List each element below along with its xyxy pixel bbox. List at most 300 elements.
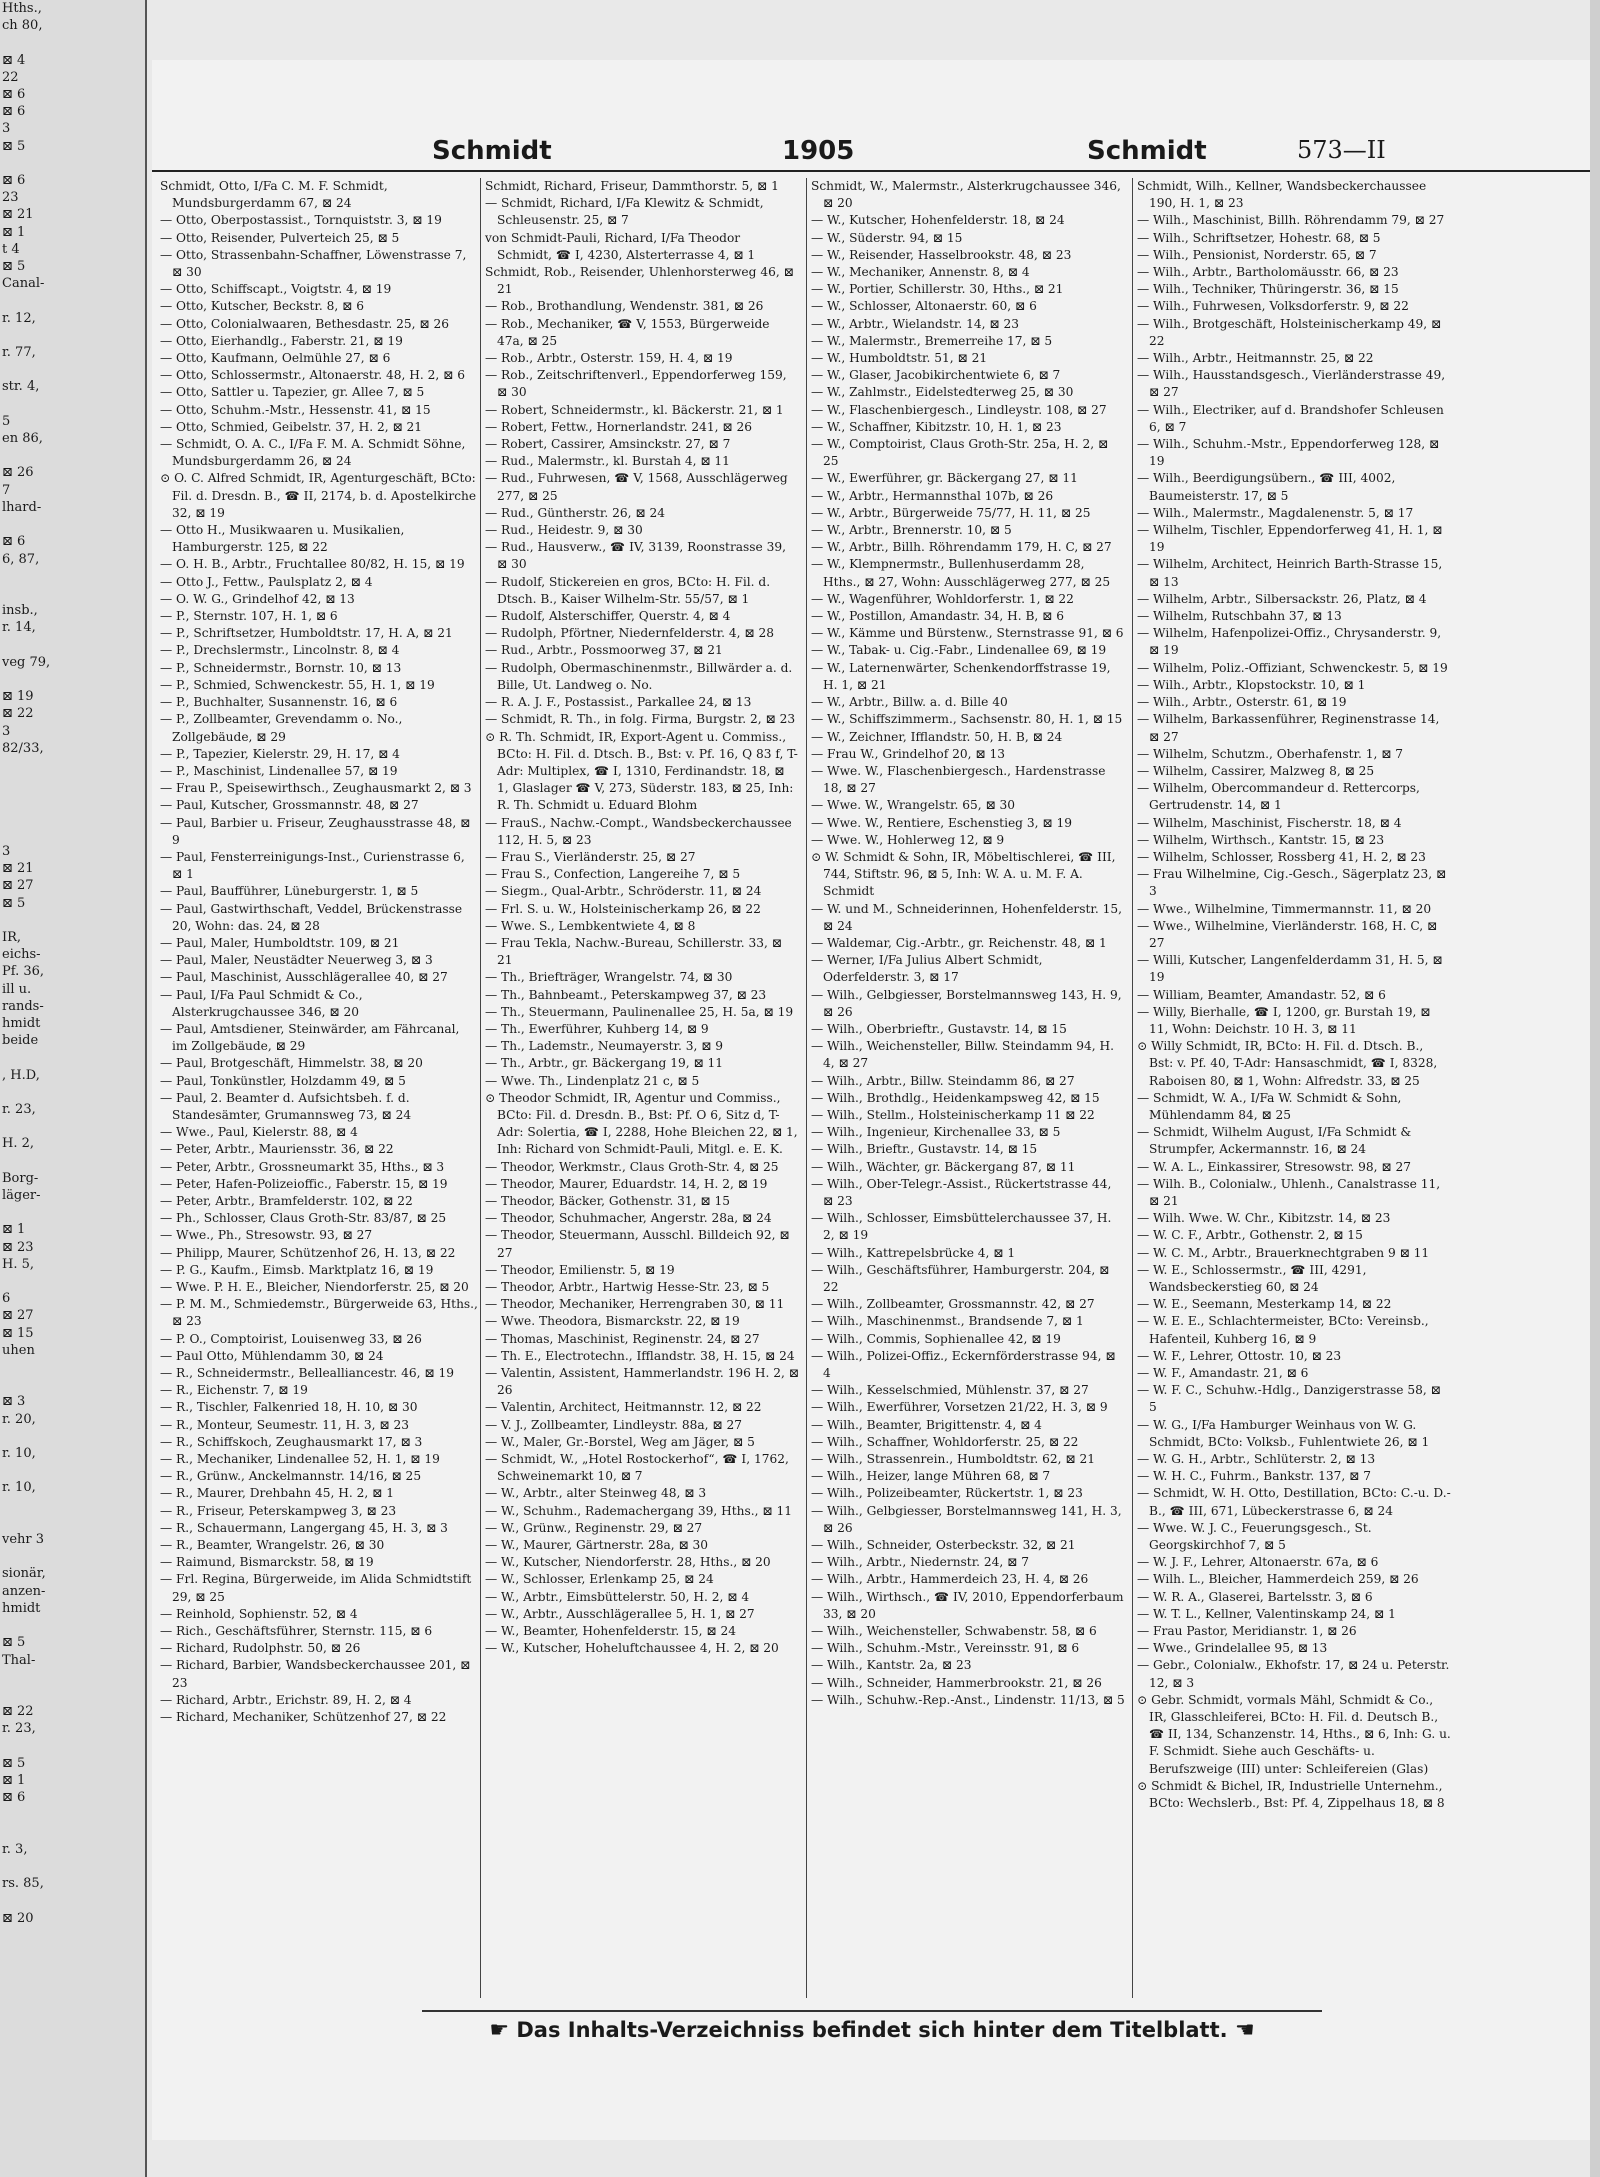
directory-entry: ⊙ Willy Schmidt, IR, BCto: H. Fil. d. Dtsch. B., Bst: v. Pf. 40, T-Adr: Hansaschmidt, ☎ I, 8328, Raboisen 80, ⊠ 1, Wohn: Alfredstr. 33, ⊠ 25 [1137,1039,1438,1088]
directory-entry: — W., Reisender, Hasselbrookstr. 48, ⊠ 23 [811,247,1072,262]
directory-entry: — O. W. G., Grindelhof 42, ⊠ 13 [160,591,355,606]
directory-entry: — Wilh., Electriker, auf d. Brandshofer Schleusen 6, ⊠ 7 [1137,402,1444,434]
margin-fragment: 5 [2,413,11,429]
directory-entry: — W., Beamter, Hohenfelderstr. 15, ⊠ 24 [485,1624,736,1639]
directory-entry: — Wilh., Pensionist, Norderstr. 65, ⊠ 7 [1137,247,1377,262]
directory-entry: — W. A. L., Einkassirer, Stresowstr. 98, ⊠ 27 [1137,1159,1411,1174]
directory-entry: — R., Monteur, Seumestr. 11, H. 3, ⊠ 23 [160,1417,410,1432]
directory-entry: — Wwe., Grindelallee 95, ⊠ 13 [1137,1641,1328,1656]
margin-fragment [0,1548,145,1565]
directory-entry: — Wilhelm, Hafenpolizei-Offiz., Chrysanderstr. 9, ⊠ 19 [1137,626,1442,658]
directory-entry: — Th., Briefträger, Wrangelstr. 74, ⊠ 30 [485,970,733,985]
directory-entry: — Wilh. L., Bleicher, Hammerdeich 259, ⊠ 26 [1137,1572,1419,1587]
directory-entry: — Paul, Maler, Neustädter Neuerweg 3, ⊠ 3 [160,953,433,968]
directory-entry: — Wwe. W., Hohlerweg 12, ⊠ 9 [811,832,1005,847]
directory-entry: — Richard, Barbier, Wandsbeckerchaussee 201, ⊠ 23 [160,1658,471,1690]
directory-entry: — W., Zahlmstr., Eidelstedterweg 25, ⊠ 30 [811,385,1074,400]
pointing-hand-left-icon: ☛ [489,2018,510,2043]
directory-entry: — W., Arbtr., Billh. Röhrendamm 179, H. C, ⊠ 27 [811,540,1112,555]
margin-fragment: ch 80, [2,18,43,34]
margin-fragment: eichs- [2,947,41,963]
directory-entry: — Theodor, Werkmstr., Claus Groth-Str. 4, ⊠ 25 [485,1159,779,1174]
margin-fragment: ⊠ 1 [2,224,26,240]
directory-entry: — Wilhelm, Poliz.-Offiziant, Schwenckestr. 5, ⊠ 19 [1137,660,1448,675]
directory-entry: — Rud., Hausverw., ☎ IV, 3139, Roonstrasse 39, ⊠ 30 [485,540,787,572]
directory-entry: — Wilh., Geschäftsführer, Hamburgerstr. 204, ⊠ 22 [811,1262,1110,1294]
directory-entry: — W., Arbtr., alter Steinweg 48, ⊠ 3 [485,1486,707,1501]
directory-entry: — Ph., Schlosser, Claus Groth-Str. 83/87, ⊠ 25 [160,1211,447,1226]
margin-fragment: vehr 3 [2,1532,45,1548]
directory-entry: — Richard, Arbtr., Erichstr. 89, H. 2, ⊠ 4 [160,1692,412,1707]
directory-entry: — Wilh., Schuhm.-Mstr., Eppendorferweg 128, ⊠ 19 [1137,437,1440,469]
margin-fragment [0,774,145,791]
directory-entry: — P., Sternstr. 107, H. 1, ⊠ 6 [160,609,338,624]
directory-entry: — R., Friseur, Peterskampweg 3, ⊠ 23 [160,1503,397,1518]
margin-fragment [0,585,145,602]
margin-fragment: ⊠ 6 [2,1790,26,1806]
margin-fragment: veg 79, [2,654,51,670]
directory-entry: — Paul, I/Fa Paul Schmidt & Co., Alsterkrugchaussee 346, ⊠ 20 [160,987,363,1019]
directory-entry: — Wilh., Malermstr., Magdalenenstr. 5, ⊠ 17 [1137,505,1414,520]
directory-entry: ⊙ R. Th. Schmidt, IR, Export-Agent u. Commiss., BCto: H. Fil. d. Dtsch. B., Bst: v. Pf. 16, Q 83 f, T-Adr: Multiplex, ☎ I, 1310, Ferdinandstr. 18, ⊠ 1, Glaslager ☎ V, 273, Süderstr. 183, ⊠ 25, Inh: R. Th. Schmidt u. Eduard Blohm [485,729,798,813]
directory-entry: — Rich., Geschäftsführer, Sternstr. 115, ⊠ 6 [160,1624,433,1639]
directory-entry: — Schmidt, O. A. C., I/Fa F. M. A. Schmidt Söhne, Mundsburgerdamm 26, ⊠ 24 [160,437,466,469]
margin-fragment: hmidt [2,1015,41,1031]
directory-entry: — W., Kutscher, Hoheluftchaussee 4, H. 2, ⊠ 20 [485,1641,779,1656]
directory-entry: — Schmidt, W., „Hotel Rostockerhof“, ☎ I, 1762, Schweinemarkt 10, ⊠ 7 [485,1452,789,1484]
directory-entry: — Wilhelm, Schutzm., Oberhafenstr. 1, ⊠ 7 [1137,746,1404,761]
directory-entry: — Rud., Malermstr., kl. Burstah 4, ⊠ 11 [485,454,730,469]
directory-entry: — Wilh., Heizer, lange Mühren 68, ⊠ 7 [811,1469,1051,1484]
directory-entry: — Wilh. Wwe. W. Chr., Kibitzstr. 14, ⊠ 23 [1137,1211,1391,1226]
directory-entry: — Otto, Reisender, Pulverteich 25, ⊠ 5 [160,230,400,245]
directory-entry: — Frl. Regina, Bürgerweide, im Alida Schmidtstift 29, ⊠ 25 [160,1572,472,1604]
margin-fragment [0,1428,145,1445]
margin-fragment [0,809,145,826]
previous-page-margin [0,0,147,2177]
directory-page [152,60,1592,2140]
directory-entry: — Peter, Arbtr., Grossneumarkt 35, Hths., ⊠ 3 [160,1159,445,1174]
margin-fragment [0,1824,145,1841]
margin-fragment: sionär, [2,1566,46,1582]
directory-entry: — Frau Tekla, Nachw.-Bureau, Schillerstr. 33, ⊠ 21 [485,935,782,968]
margin-fragment: ⊠ 6 [2,534,26,550]
directory-entry: — Theodor, Emilienstr. 5, ⊠ 19 [485,1262,675,1277]
directory-entry: — Paul, Fensterreinigungs-Inst., Curienstrasse 6, ⊠ 1 [160,849,465,882]
directory-entry: — W., Kämme und Bürstenw., Sternstrasse 91, ⊠ 6 [811,626,1124,641]
directory-entry: — W. H. C., Fuhrm., Bankstr. 137, ⊠ 7 [1137,1469,1371,1484]
directory-entry: — P. M. M., Schmiedemstr., Bürgerweide 63, Hths., ⊠ 23 [160,1297,478,1329]
directory-entry: — Wwe. W., Flaschenbiergesch., Hardenstrasse 18, ⊠ 27 [811,763,1106,796]
directory-entry: — Otto, Schiffscapt., Voigtstr. 4, ⊠ 19 [160,282,392,297]
margin-fragment [0,757,145,774]
page-number: 573—II [1297,136,1386,164]
directory-entry: — P., Tapezier, Kielerstr. 29, H. 17, ⊠ 4 [160,746,400,761]
directory-entry: — Wwe. Theodora, Bismarckstr. 22, ⊠ 19 [485,1314,740,1329]
margin-fragment [0,1806,145,1823]
margin-fragment [0,1738,145,1755]
directory-entry: — W., Maurer, Gärtnerstr. 28a, ⊠ 30 [485,1538,709,1553]
directory-entry: — Wilh., Polizeibeamter, Rückertstr. 1, ⊠ 23 [811,1486,1083,1501]
column-3 [806,178,1125,1998]
directory-entry: — Wwe. S., Lembkentwiete 4, ⊠ 8 [485,918,696,933]
directory-entry: — Wilh., Weichensteller, Schwabenstr. 58, ⊠ 6 [811,1624,1097,1639]
directory-entry: — Wilh., Arbtr., Niedernstr. 24, ⊠ 7 [811,1555,1030,1570]
directory-entry: — P., Drechslermstr., Lincolnstr. 8, ⊠ 4 [160,643,400,658]
directory-entry: — Wilhelm, Barkassenführer, Reginenstrasse 14, ⊠ 27 [1137,712,1440,744]
directory-entry: — Th., Steuermann, Paulinenallee 25, H. 5a, ⊠ 19 [485,1004,794,1019]
margin-fragment [0,1376,145,1393]
directory-entry: — Peter, Hafen-Polizeioffic., Faberstr. 15, ⊠ 19 [160,1176,448,1191]
directory-entry: — Wilhelm, Obercommandeur d. Rettercorps, Gertrudenstr. 14, ⊠ 1 [1137,781,1420,813]
margin-fragment [0,1273,145,1290]
directory-entry: — Wilh., Maschinist, Billh. Röhrendamm 79, ⊠ 27 [1137,213,1445,228]
page-header [152,130,1592,172]
directory-entry: — W. J. F., Lehrer, Altonaerstr. 67a, ⊠ 6 [1137,1555,1379,1570]
margin-fragment [0,1084,145,1101]
directory-entry: — Rud., Fuhrwesen, ☎ V, 1568, Ausschlägerweg 277, ⊠ 25 [485,471,788,503]
directory-entry: — W., Malermstr., Bremerreihe 17, ⊠ 5 [811,333,1053,348]
margin-fragment: ⊠ 27 [2,1308,34,1324]
directory-entry: — Wwe., Wilhelmine, Timmermannstr. 11, ⊠ 20 [1137,901,1432,916]
directory-entry: — W. C. M., Arbtr., Brauerknechtgraben 9 ⊠ 11 [1137,1245,1430,1260]
margin-fragment: ⊠ 5 [2,259,26,275]
directory-entry: — W., Arbtr., Bürgerweide 75/77, H. 11, ⊠ 25 [811,505,1091,520]
directory-entry: — Rob., Arbtr., Osterstr. 159, H. 4, ⊠ 19 [485,351,733,366]
margin-fragment: uhen [2,1342,35,1358]
directory-entry: von Schmidt-Pauli, Richard, I/Fa Theodor Schmidt, ☎ I, 4230, Alsterterrasse 4, ⊠ 1 [485,230,756,262]
directory-entry: — Werner, I/Fa Julius Albert Schmidt, Oderfelderstr. 3, ⊠ 17 [811,953,1043,985]
directory-entry: — W., Klempnermstr., Bullenhuserdamm 28, Hths., ⊠ 27, Wohn: Ausschlägerweg 277, ⊠ 25 [811,557,1111,589]
directory-entry: — P., Maschinist, Lindenallee 57, ⊠ 19 [160,763,398,778]
directory-entry: — Peter, Arbtr., Mauriensstr. 36, ⊠ 22 [160,1142,394,1157]
directory-entry: — Rob., Brothandlung, Wendenstr. 381, ⊠ 26 [485,299,764,314]
directory-entry: — Paul, Brotgeschäft, Himmelstr. 38, ⊠ 20 [160,1056,423,1071]
directory-entry: — Otto, Schlossermstr., Altonaerstr. 48, H. 2, ⊠ 6 [160,368,466,383]
margin-fragment [0,1462,145,1479]
directory-entry: — Wilhelm, Maschinist, Fischerstr. 18, ⊠ 4 [1137,815,1402,830]
margin-fragment: ⊠ 3 [2,1394,26,1410]
directory-entry: — Raimund, Bismarckstr. 58, ⊠ 19 [160,1555,374,1570]
directory-entry: Schmidt, W., Malermstr., Alsterkrugchaussee 346, ⊠ 20 [811,179,1121,211]
margin-fragment [0,1617,145,1634]
running-head-year: 1905 [782,136,855,166]
directory-entry: — Valentin, Architect, Heitmannstr. 12, ⊠ 22 [485,1400,762,1415]
directory-entry: — W., Arbtr., Billw. a. d. Bille 40 [811,695,1008,710]
margin-fragment: en 86, [2,431,43,447]
directory-entry: — Wilh., Arbtr., Billw. Steindamm 86, ⊠ 27 [811,1073,1075,1088]
directory-entry: — Paul, Maler, Humboldtstr. 109, ⊠ 21 [160,935,400,950]
column-2 [480,178,799,1998]
directory-entry: — Th., Ewerführer, Kuhberg 14, ⊠ 9 [485,1021,709,1036]
margin-fragment: hmidt [2,1600,41,1616]
directory-entry: — Paul, Tonkünstler, Holzdamm 49, ⊠ 5 [160,1073,406,1088]
directory-entry: — P., Schneidermstr., Bornstr. 10, ⊠ 13 [160,660,402,675]
margin-fragment [0,1497,145,1514]
directory-entry: — R., Tischler, Falkenried 18, H. 10, ⊠ 30 [160,1400,418,1415]
margin-fragment: r. 77, [2,345,36,361]
pointing-hand-right-icon: ☚ [1234,2018,1255,2043]
directory-entry: — Rud., Heidestr. 9, ⊠ 30 [485,523,643,538]
margin-fragment: 3 [2,121,11,137]
margin-fragment [0,1359,145,1376]
directory-entry: — Wilhelm, Tischler, Eppendorferweg 41, H. 1, ⊠ 19 [1137,523,1443,555]
directory-entry: — Wilh., Kattrepelsbrücke 4, ⊠ 1 [811,1245,1016,1260]
directory-entry: — W. R. A., Glaserei, Bartelsstr. 3, ⊠ 6 [1137,1589,1373,1604]
directory-entry: — Wilh., Arbtr., Osterstr. 61, ⊠ 19 [1137,695,1347,710]
directory-entry: — Wilh., Strassenrein., Humboldtstr. 62, ⊠ 21 [811,1452,1095,1467]
directory-entry: — Theodor, Arbtr., Hartwig Hesse-Str. 23, ⊠ 5 [485,1280,770,1294]
margin-fragment: ⊠ 1 [2,1772,26,1788]
directory-entry: — Paul, Gastwirthschaft, Veddel, Brückenstrasse 20, Wohn: das. 24, ⊠ 28 [160,901,463,933]
directory-entry: — P. O., Comptoirist, Louisenweg 33, ⊠ 26 [160,1331,422,1346]
directory-entry: — Wilh., Maschinenmst., Brandsende 7, ⊠ 1 [811,1314,1084,1329]
directory-entry: — Otto, Sattler u. Tapezier, gr. Allee 7, ⊠ 5 [160,385,425,400]
margin-fragment: IR, [2,929,22,945]
directory-entry: Schmidt, Wilh., Kellner, Wandsbeckerchaussee 190, H. 1, ⊠ 23 [1137,179,1427,211]
directory-entry: — R., Mechaniker, Lindenallee 52, H. 1, ⊠ 19 [160,1452,440,1467]
directory-entry: ⊙ W. Schmidt & Sohn, IR, Möbeltischlerei, ☎ III, 744, Stiftstr. 96, ⊠ 5, Inh: W. A. u. M. F. A. Schmidt [811,849,1116,899]
margin-fragment: ⊠ 5 [2,895,26,911]
margin-fragment: ⊠ 1 [2,1222,26,1238]
margin-fragment: ⊠ 26 [2,465,34,481]
directory-entry: — W., Ewerführer, gr. Bäckergang 27, ⊠ 11 [811,471,1078,486]
directory-entry: — W., Mechaniker, Annenstr. 8, ⊠ 4 [811,265,1030,280]
directory-entry: — Wilhelm, Cassirer, Malzweg 8, ⊠ 25 [1137,763,1375,778]
directory-entry: ⊙ Theodor Schmidt, IR, Agentur und Commiss., BCto: Fil. d. Dresdn. B., Bst: Pf. O 6, Sitz d, T-Adr: Solertia, ☎ I, 2288, Hohe Bleichen 22, ⊠ 1, Inh: Richard von Schmidt-Pauli, Mitgl. e. E. K. [485,1090,798,1157]
directory-entry: — R., Maurer, Drehbahn 45, H. 2, ⊠ 1 [160,1486,395,1501]
margin-fragment: 82/33, [2,740,44,756]
directory-entry: — Wilh., Arbtr., Heitmannstr. 25, ⊠ 22 [1137,351,1374,366]
directory-entry: — Wilh., Schriftsetzer, Hohestr. 68, ⊠ 5 [1137,230,1381,245]
directory-entry: ⊙ O. C. Alfred Schmidt, IR, Agenturgeschäft, BCto: Fil. d. Dresdn. B., ☎ II, 2174, b. d. Apostelkirche 32, ⊠ 19 [160,471,477,520]
column-1 [160,178,478,1998]
directory-entry: — Paul, Barbier u. Friseur, Zeughausstrasse 48, ⊠ 9 [160,815,471,847]
directory-entry: — Wilh., Arbtr., Bartholomäusstr. 66, ⊠ 23 [1137,265,1399,280]
directory-entry: — Frau S., Confection, Langereihe 7, ⊠ 5 [485,867,741,882]
directory-entry: — P., Buchhalter, Susannenstr. 16, ⊠ 6 [160,695,398,710]
margin-fragment: ⊠ 4 [2,52,26,68]
directory-entry: — Wilh., Ewerführer, Vorsetzen 21/22, H. 3, ⊠ 9 [811,1400,1108,1415]
directory-entry: — R., Eichenstr. 7, ⊠ 19 [160,1383,308,1398]
margin-fragment: ⊠ 27 [2,878,34,894]
margin-fragment: Canal- [2,276,45,292]
page-footer [422,2010,1322,2054]
directory-entry: — Wilh., Schneider, Osterbeckstr. 32, ⊠ 21 [811,1538,1076,1553]
directory-entry: — Th., Arbtr., gr. Bäckergang 19, ⊠ 11 [485,1056,724,1071]
directory-entry: — Reinhold, Sophienstr. 52, ⊠ 4 [160,1606,358,1621]
directory-entry: — Wilh., Schuhw.-Rep.-Anst., Lindenstr. 11/13, ⊠ 5 [811,1692,1125,1707]
margin-fragment: ⊠ 20 [2,1910,34,1926]
margin-fragment: , H.D, [2,1067,40,1083]
directory-entry: — W., Arbtr., Hermannsthal 107b, ⊠ 26 [811,488,1054,503]
margin-fragment: ⊠ 5 [2,1635,26,1651]
running-head-left: Schmidt [432,136,552,166]
directory-entry: — Richard, Mechaniker, Schützenhof 27, ⊠ 22 [160,1710,447,1725]
margin-fragment [0,1204,145,1221]
directory-entry: — W., Schuhm., Rademachergang 39, Hths., ⊠ 11 [485,1503,792,1518]
directory-entry: — Otto, Schmied, Geibelstr. 37, H. 2, ⊠ 21 [160,419,423,434]
directory-entry: — W. G. H., Arbtr., Schlüterstr. 2, ⊠ 13 [1137,1452,1376,1467]
margin-fragment: ⊠ 6 [2,87,26,103]
margin-fragment: str. 4, [2,379,40,395]
directory-entry: — Th. E., Electrotechn., Ifflandstr. 38, H. 15, ⊠ 24 [485,1348,795,1363]
directory-entry: — Wilh., Brieftr., Gustavstr. 14, ⊠ 15 [811,1142,1038,1157]
directory-entry: — Wwe. P. H. E., Bleicher, Niendorferstr. 25, ⊠ 20 [160,1280,469,1294]
directory-entry: — Paul Otto, Mühlendamm 30, ⊠ 24 [160,1348,384,1363]
footer-note: Das Inhalts-Verzeichniss befindet sich hinter dem Titelblatt. [516,2018,1228,2042]
directory-entry: — Wilh., Wächter, gr. Bäckergang 87, ⊠ 11 [811,1159,1076,1174]
directory-entry: — Wilhelm, Rutschbahn 37, ⊠ 13 [1137,609,1342,624]
directory-entry: — W., Flaschenbiergesch., Lindleystr. 108, ⊠ 27 [811,402,1107,417]
directory-entry: — Wilh., Ober-Telegr.-Assist., Rückertstrasse 44, ⊠ 23 [811,1176,1112,1208]
margin-fragment: 3 [2,843,11,859]
directory-entry: — W. G., I/Fa Hamburger Weinhaus von W. G. Schmidt, BCto: Volksb., Fuhlentwiete 26, ⊠ 1 [1137,1417,1430,1449]
directory-entry: — Wilh., Wirthsch., ☎ IV, 2010, Eppendorferbaum 33, ⊠ 20 [811,1589,1124,1621]
directory-entry: — Wilh., Stellm., Holsteinischerkamp 11 ⊠ 22 [811,1107,1095,1122]
margin-fragment: t 4 [2,241,20,257]
margin-fragment: 6, 87, [2,551,40,567]
directory-entry: — W., Arbtr., Ausschlägerallee 5, H. 1, ⊠ 27 [485,1606,755,1621]
directory-entry: — Wilh., Beerdigungsübern., ☎ III, 4002, Baumeisterstr. 17, ⊠ 5 [1137,471,1396,503]
directory-entry: — Schmidt, W. A., I/Fa W. Schmidt & Sohn, Mühlendamm 84, ⊠ 25 [1137,1090,1402,1122]
margin-fragment [0,34,145,51]
margin-fragment [0,516,145,533]
directory-entry: — Wilh., Hausstandsgesch., Vierländerstrasse 49, ⊠ 27 [1137,368,1446,400]
directory-entry: — Frau Pastor, Meridianstr. 1, ⊠ 26 [1137,1624,1357,1639]
directory-entry: — Wwe., Paul, Kielerstr. 88, ⊠ 4 [160,1125,358,1140]
margin-fragment: ⊠ 6 [2,104,26,120]
directory-entry: — Wilhelm, Arbtr., Silbersackstr. 26, Platz, ⊠ 4 [1137,591,1427,606]
margin-fragment [0,361,145,378]
directory-entry: Schmidt, Rob., Reisender, Uhlenhorsterweg 46, ⊠ 21 [485,265,794,297]
directory-entry: — Wilh., Gelbgiesser, Borstelmannsweg 141, H. 3, ⊠ 26 [811,1503,1122,1535]
directory-entry: — Wilh., Arbtr., Hammerdeich 23, H. 4, ⊠ 26 [811,1572,1089,1587]
directory-entry: — Schmidt, W. H. Otto, Destillation, BCto: C.-u. D.-B., ☎ III, 671, Lübeckerstrasse 6, ⊠ 24 [1137,1486,1451,1518]
margin-fragment [0,1049,145,1066]
directory-entry: — Wilh., Schuhm.-Mstr., Vereinsstr. 91, ⊠ 6 [811,1641,1080,1656]
directory-entry: — Wilh., Commis, Sophienallee 42, ⊠ 19 [811,1331,1061,1346]
directory-entry: — Rob., Mechaniker, ☎ V, 1553, Bürgerweide 47a, ⊠ 25 [485,316,770,348]
margin-fragment [0,1153,145,1170]
margin-fragment: ⊠ 21 [2,207,34,223]
margin-fragment: ⊠ 23 [2,1239,34,1255]
directory-entry: — P., Schmied, Schwenckestr. 55, H. 1, ⊠ 19 [160,677,435,692]
directory-entry: — Otto, Kaufmann, Oelmühle 27, ⊠ 6 [160,351,391,366]
directory-entry: — Wilhelm, Schlosser, Rossberg 41, H. 2, ⊠ 23 [1137,849,1426,864]
margin-fragment: beide [2,1033,39,1049]
directory-entry: — Wilh., Arbtr., Klopstockstr. 10, ⊠ 1 [1137,677,1366,692]
margin-fragment: Thal- [2,1652,36,1668]
directory-entry: — W. E., Seemann, Mesterkamp 14, ⊠ 22 [1137,1297,1392,1312]
margin-fragment: 7 [2,482,11,498]
directory-entry: — R., Schneidermstr., Bellealliancestr. 46, ⊠ 19 [160,1366,455,1381]
directory-entry: — W., Laternenwärter, Schenkendorffstrasse 19, H. 1, ⊠ 21 [811,660,1111,692]
directory-entry: — Waldemar, Cig.-Arbtr., gr. Reichenstr. 48, ⊠ 1 [811,935,1107,950]
directory-entry: — Paul, Maschinist, Ausschlägerallee 40, ⊠ 27 [160,970,448,985]
directory-entry: — W., Humboldtstr. 51, ⊠ 21 [811,351,988,366]
directory-entry: — Schmidt, R. Th., in folg. Firma, Burgstr. 2, ⊠ 23 [485,712,796,727]
margin-fragment: Hths., [2,1,42,16]
directory-entry: — W., Schlosser, Erlenkamp 25, ⊠ 24 [485,1572,714,1587]
directory-entry: — Wilh., Polizei-Offiz., Eckernförderstrasse 94, ⊠ 4 [811,1348,1116,1381]
directory-entry: — W., Arbtr., Eimsbüttelerstr. 50, H. 2, ⊠ 4 [485,1589,750,1604]
margin-fragment: ⊠ 5 [2,1755,26,1771]
directory-entry: — Otto, Oberpostassist., Tornquiststr. 3, ⊠ 19 [160,213,442,228]
directory-entry: — Wilh., Weichensteller, Billw. Steindamm 94, H. 4, ⊠ 27 [811,1039,1115,1071]
directory-entry: — Paul, Amtsdiener, Steinwärder, am Fährcanal, im Zollgebäude, ⊠ 29 [160,1021,460,1054]
directory-entry: — Wwe. W., Wrangelstr. 65, ⊠ 30 [811,798,1016,813]
margin-fragment: rs. 85, [2,1876,44,1892]
directory-entry: — Schmidt, Wilhelm August, I/Fa Schmidt & Strumpfer, Ackermannstr. 16, ⊠ 24 [1137,1125,1412,1157]
directory-entry: — Siegm., Qual-Arbtr., Schröderstr. 11, ⊠ 24 [485,884,762,899]
directory-entry: — R., Beamter, Wrangelstr. 26, ⊠ 30 [160,1538,385,1553]
margin-fragment [0,155,145,172]
margin-fragment: ⊠ 19 [2,689,34,705]
directory-entry: — Wilh., Schneider, Hammerbrookstr. 21, ⊠ 26 [811,1675,1102,1690]
margin-fragment: ill u. [2,981,32,997]
directory-entry: — W., Kutscher, Hohenfelderstr. 18, ⊠ 24 [811,213,1065,228]
directory-entry: — Otto, Kutscher, Beckstr. 8, ⊠ 6 [160,299,365,314]
directory-entry: — Wwe., Ph., Stresowstr. 93, ⊠ 27 [160,1228,373,1243]
directory-entry: — W. und M., Schneiderinnen, Hohenfelderstr. 15, ⊠ 24 [811,901,1123,933]
margin-fragment [0,1514,145,1531]
margin-fragment: ⊠ 6 [2,173,26,189]
directory-entry: — Robert, Fettw., Hornerlandstr. 241, ⊠ 26 [485,419,752,434]
column-4 [1132,178,1451,1998]
directory-entry: — Peter, Arbtr., Bramfelderstr. 102, ⊠ 22 [160,1193,413,1208]
directory-entry: — Theodor, Mechaniker, Herrengraben 30, ⊠ 11 [485,1297,785,1312]
directory-entry: — Rud., Güntherstr. 26, ⊠ 24 [485,505,665,520]
directory-entry: — Th., Lademstr., Neumayerstr. 3, ⊠ 9 [485,1039,724,1054]
directory-entry: — Wilh., Techniker, Thüringerstr. 36, ⊠ 15 [1137,282,1399,297]
directory-entry: — W., Glaser, Jacobikirchentwiete 6, ⊠ 7 [811,368,1061,383]
directory-entry: ⊙ Schmidt & Bichel, IR, Industrielle Unternehm., BCto: Wechslerb., Bst: Pf. 4, Zippelhaus 18, ⊠ 8 [1137,1778,1445,1811]
directory-entry: — W., Zeichner, Ifflandstr. 50, H. B, ⊠ 24 [811,729,1063,744]
directory-entry: — Wilh., Gelbgiesser, Borstelmannsweg 143, H. 9, ⊠ 26 [811,987,1122,1019]
directory-entry: — Gebr., Colonialw., Ekhofstr. 17, ⊠ 24 u. Peterstr. 12, ⊠ 3 [1137,1658,1450,1690]
directory-entry: — Wilh., Kantstr. 2a, ⊠ 23 [811,1658,972,1673]
directory-entry: — Wilhelm, Architect, Heinrich Barth-Strasse 15, ⊠ 13 [1137,557,1443,589]
directory-entry: — Frau P., Speisewirthsch., Zeughausmarkt 2, ⊠ 3 [160,781,472,796]
margin-fragment [0,1892,145,1909]
margin-fragment [0,1858,145,1875]
directory-entry: — Thomas, Maschinist, Reginenstr. 24, ⊠ 27 [485,1331,760,1346]
directory-entry: — Otto, Eierhandlg., Faberstr. 21, ⊠ 19 [160,333,403,348]
directory-entry: — Th., Bahnbeamt., Peterskampweg 37, ⊠ 23 [485,987,767,1002]
margin-fragment [0,292,145,309]
directory-entry: — W. C. F., Arbtr., Gothenstr. 2, ⊠ 15 [1137,1228,1363,1243]
directory-entry: — Wwe. W., Rentiere, Eschenstieg 3, ⊠ 19 [811,815,1072,830]
directory-entry: — Wilh., Schlosser, Eimsbüttelerchaussee 37, H. 2, ⊠ 19 [811,1211,1112,1243]
directory-entry: — R., Schiffskoch, Zeughausmarkt 17, ⊠ 3 [160,1434,423,1449]
directory-entry: — Frl. S. u. W., Holsteinischerkamp 26, ⊠ 22 [485,901,761,916]
directory-entry: — P., Zollbeamter, Grevendamm o. No., Zollgebäude, ⊠ 29 [160,712,403,744]
margin-fragment: r. 20, [2,1411,36,1427]
margin-fragment: 23 [2,190,19,206]
directory-entry: — FrauS., Nachw.-Compt., Wandsbeckerchaussee 112, H. 5, ⊠ 23 [485,815,792,847]
margin-fragment: Pf. 36, [2,964,45,980]
directory-entry: — W., Comptoirist, Claus Groth-Str. 25a, H. 2, ⊠ 25 [811,437,1109,469]
directory-entry: — Frau S., Vierländerstr. 25, ⊠ 27 [485,849,696,864]
directory-entry: — Willi, Kutscher, Langenfelderdamm 31, H. 5, ⊠ 19 [1137,953,1443,985]
directory-entry: — W., Maler, Gr.-Borstel, Weg am Jäger, ⊠ 5 [485,1434,755,1449]
margin-fragment [0,671,145,688]
margin-fragment: 6 [2,1291,11,1307]
directory-entry: — Rudolf, Stickereien en gros, BCto: H. Fil. d. Dtsch. B., Kaiser Wilhelm-Str. 55/57, ⊠ 1 [485,574,771,606]
margin-fragment: r. 12, [2,310,36,326]
margin-fragment [0,637,145,654]
